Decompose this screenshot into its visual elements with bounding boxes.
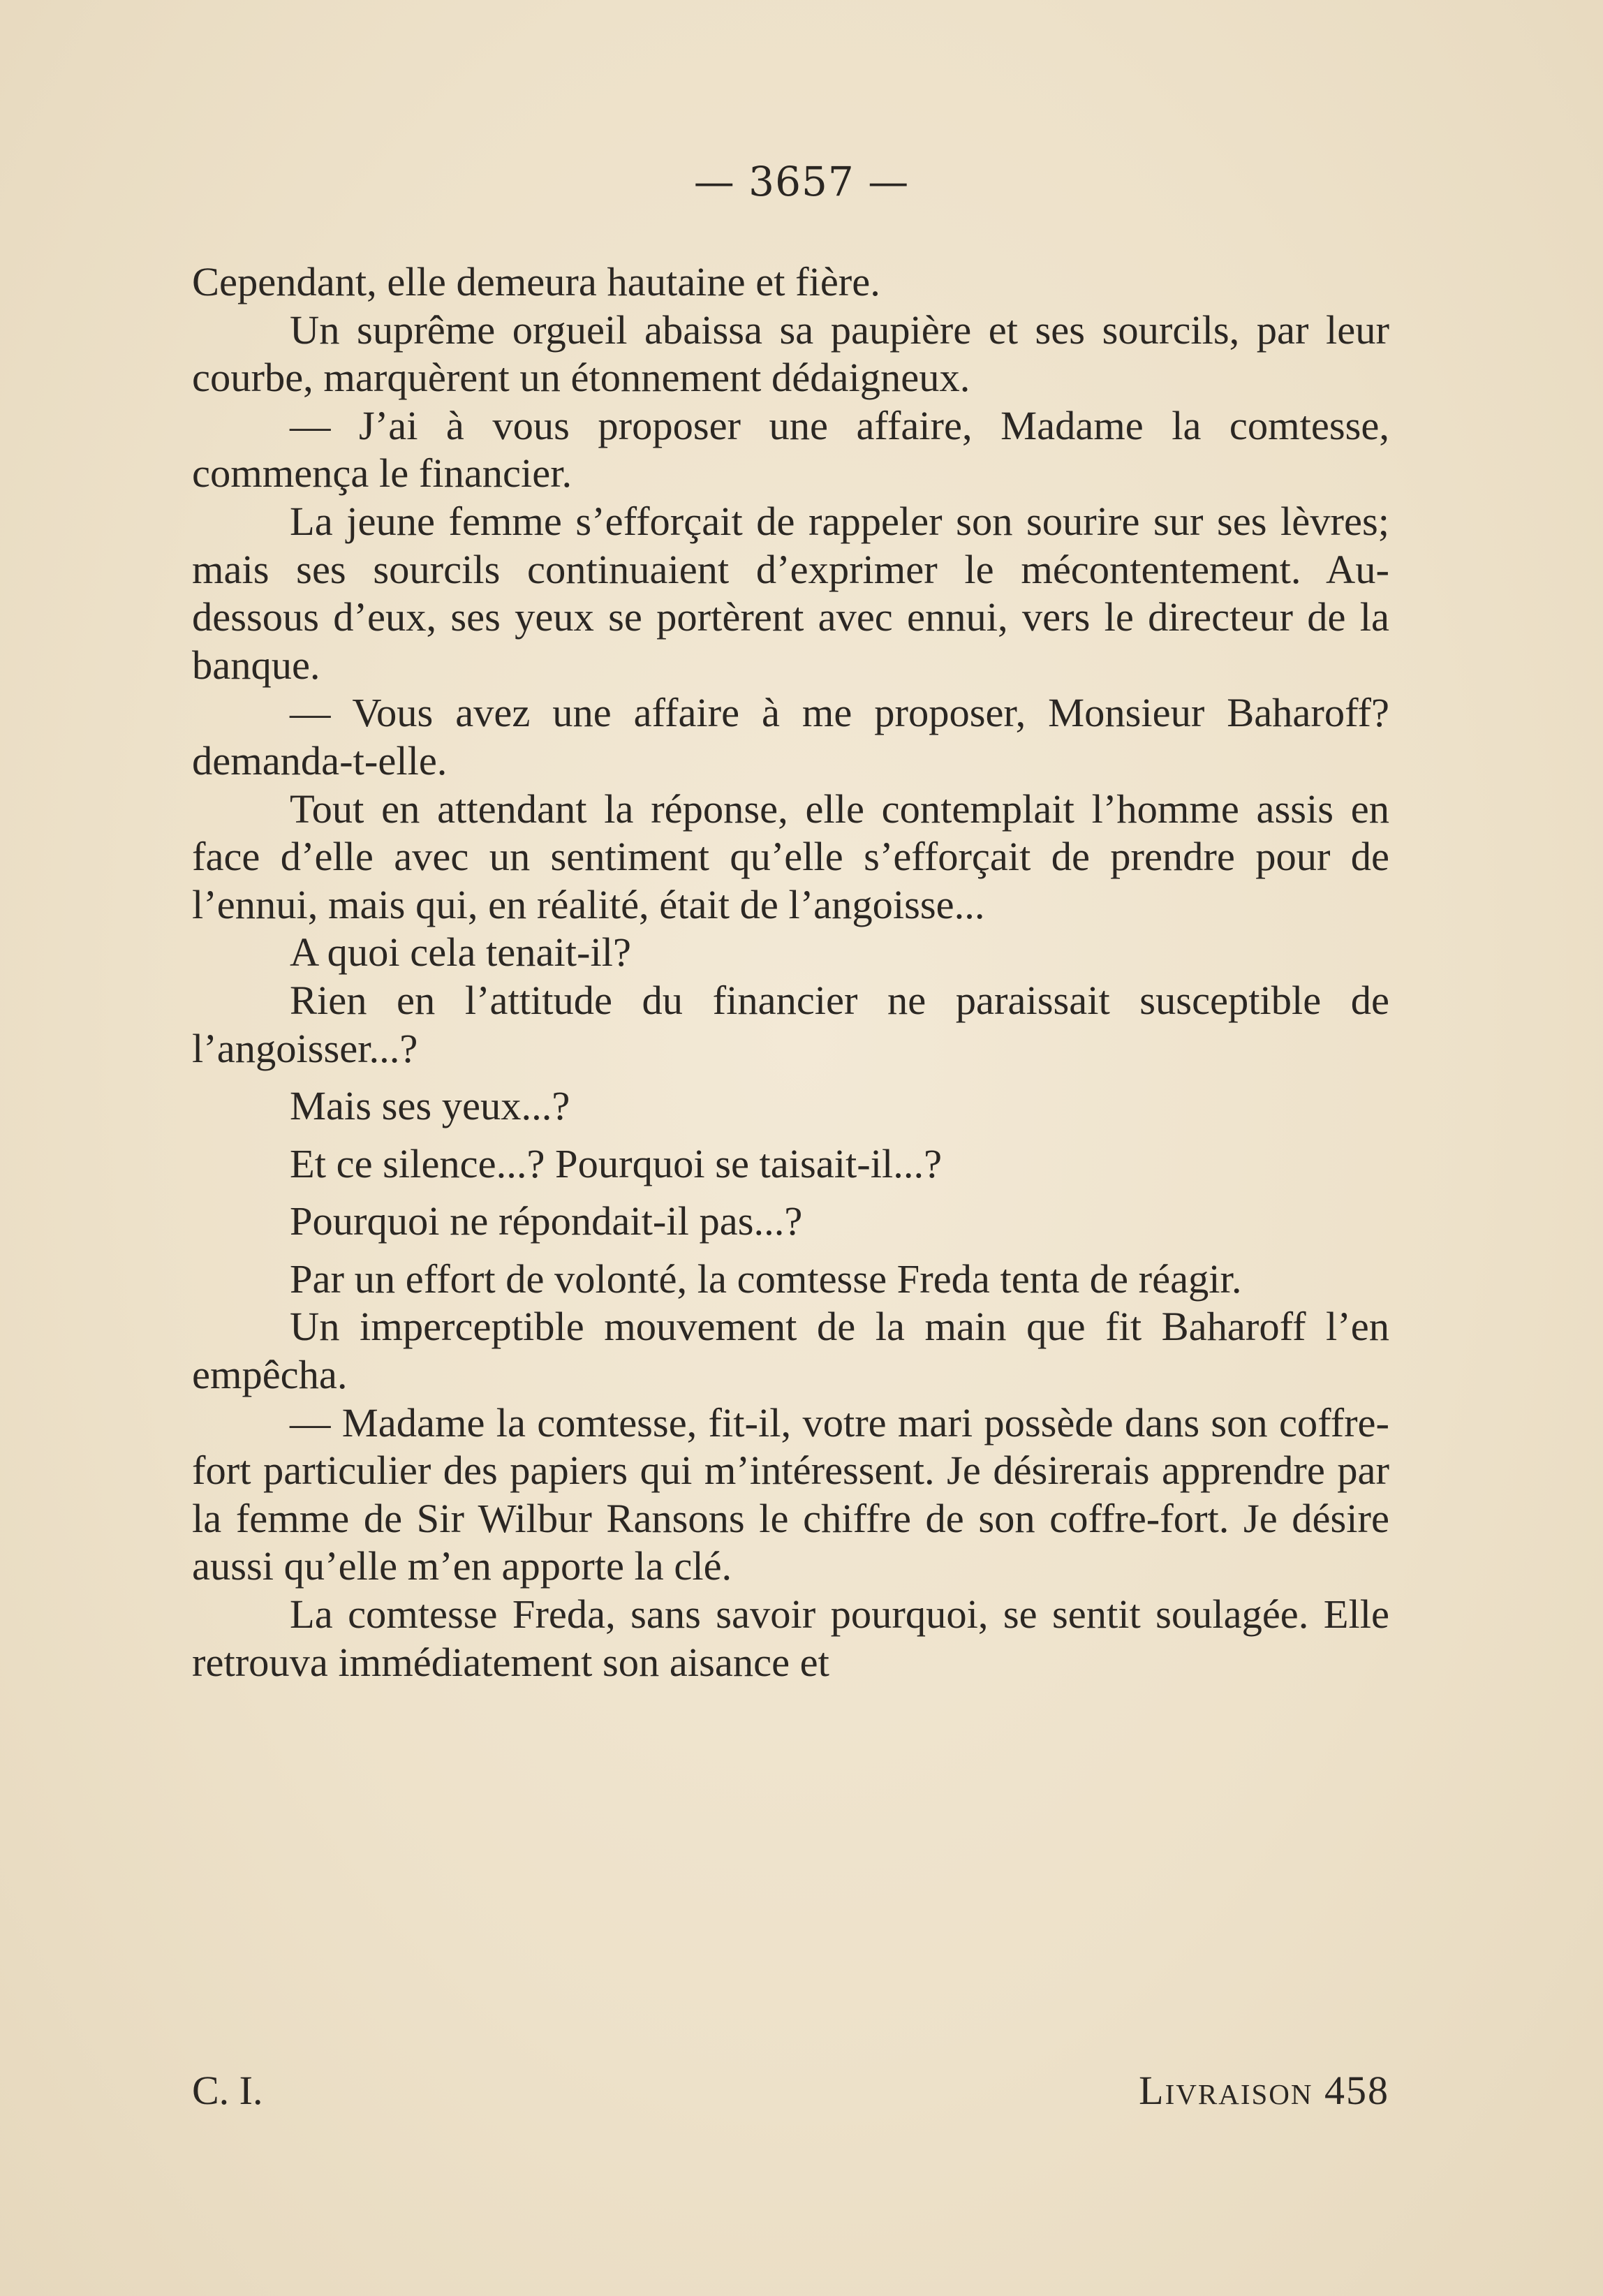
paragraph: La jeune femme s’efforçait de rappeler son sourire sur ses lèvres; mais ses sourcils continuaient d’exprimer le mécontentement. Au-dessous d’eux, ses yeux se portèrent avec ennui, vers le directeur de la banque. xyxy=(192,498,1389,688)
paragraph: Par un effort de volonté, la comtesse Freda tenta de réagir. xyxy=(290,1256,1242,1302)
paragraph: Tout en attendant la réponse, elle contemplait l’homme assis en face d’elle avec un sentiment qu’elle s’efforçait de prendre pour de l’ennui, mais qui, en réalité, était de l’angoisse... xyxy=(192,786,1389,927)
paragraph: Un suprême orgueil abaissa sa paupière et ses sourcils, par leur courbe, marquèrent un étonnement dédaigneux. xyxy=(192,307,1389,401)
paragraph: Et ce silence...? Pourquoi se taisait-il...? xyxy=(290,1140,943,1186)
paragraph: Cependant, elle demeura hautaine et fière. xyxy=(192,259,880,304)
paragraph: La comtesse Freda, sans savoir pourquoi, se sentit soulagée. Elle retrouva immédiatement son aisance et xyxy=(192,1591,1389,1685)
footer-series-code: C. I. xyxy=(192,2068,263,2113)
footer-installment: Livraison 458 xyxy=(1139,2068,1389,2113)
page-number: — 3657 — xyxy=(693,158,910,205)
paragraph: A quoi cela tenait-il? xyxy=(290,929,631,976)
paragraph: Mais ses yeux...? xyxy=(290,1083,570,1129)
paragraph: Rien en l’attitude du financier ne paraissait susceptible de l’angoisser...? xyxy=(192,977,1389,1071)
paragraph: Pourquoi ne répondait-il pas...? xyxy=(290,1198,803,1244)
body-text xyxy=(192,258,1389,1686)
paragraph: — Vous avez une affaire à me proposer, Monsieur Baharoff? demanda-t-elle. xyxy=(192,690,1389,783)
paragraph: — Madame la comtesse, fit-il, votre mari possède dans son coffre-fort particulier des papiers qui m’intéressent. Je désirerais apprendre par la femme de Sir Wilbur Ransons le chiffre de son coffre-fort. Je désire aussi qu’elle m’en apporte la clé. xyxy=(192,1399,1389,1589)
paragraph: — J’ai à vous proposer une affaire, Madame la comtesse, commença le financier. xyxy=(192,402,1389,496)
paragraph: Un imperceptible mouvement de la main que fit Baharoff l’en empêcha. xyxy=(192,1304,1389,1398)
